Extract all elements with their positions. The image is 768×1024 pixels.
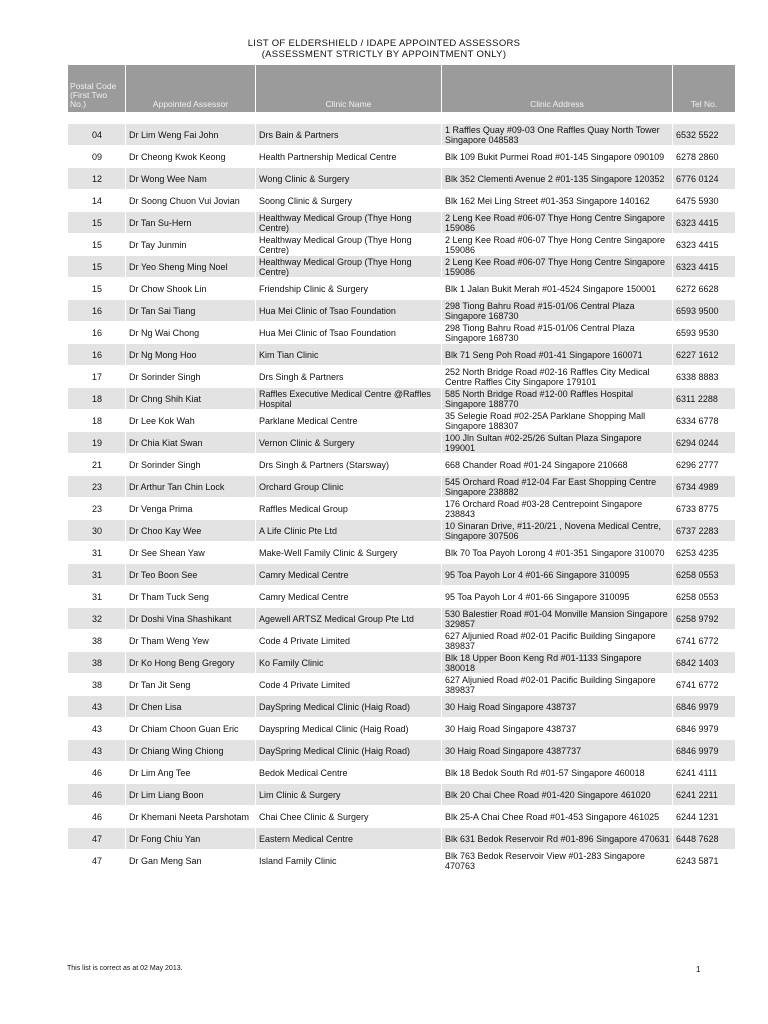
clinic-address-cell: Blk 70 Toa Payoh Lorong 4 #01-351 Singapore 310070 xyxy=(442,542,673,564)
assessor-cell: Dr Wong Wee Nam xyxy=(126,168,256,190)
clinic-address-cell: Blk 20 Chai Chee Road #01-420 Singapore 461020 xyxy=(442,784,673,806)
tel-no-cell: 6253 4235 xyxy=(673,542,736,564)
assessor-cell: Dr Sorinder Singh xyxy=(126,366,256,388)
assessor-cell: Dr Ng Wai Chong xyxy=(126,322,256,344)
table-row xyxy=(68,388,736,410)
tel-no-cell: 6244 1231 xyxy=(673,806,736,828)
clinic-address-cell: Blk 1 Jalan Bukit Merah #01-4524 Singapore 150001 xyxy=(442,278,673,300)
assessor-cell: Dr Tham Tuck Seng xyxy=(126,586,256,608)
clinic-name-cell: Make-Well Family Clinic & Surgery xyxy=(256,542,442,564)
table-row xyxy=(68,256,736,278)
tel-no-cell: 6323 4415 xyxy=(673,234,736,256)
table-row xyxy=(68,498,736,520)
clinic-name-cell: Drs Bain & Partners xyxy=(256,124,442,146)
postal-code-cell: 46 xyxy=(68,784,126,806)
clinic-address-cell: 30 Haig Road Singapore 438737 xyxy=(442,696,673,718)
assessor-cell: Dr Khemani Neeta Parshotam xyxy=(126,806,256,828)
assessor-cell: Dr Teo Boon See xyxy=(126,564,256,586)
tel-no-cell: 6448 7628 xyxy=(673,828,736,850)
assessor-cell: Dr Yeo Sheng Ming Noel xyxy=(126,256,256,278)
tel-no-cell: 6338 8883 xyxy=(673,366,736,388)
column-header-postal-code: Postal Code (First Two No.) xyxy=(68,65,126,113)
table-row xyxy=(68,740,736,762)
tel-no-cell: 6593 9530 xyxy=(673,322,736,344)
table-row xyxy=(68,586,736,608)
clinic-name-cell: DaySpring Medical Clinic (Haig Road) xyxy=(256,740,442,762)
table-row xyxy=(68,454,736,476)
postal-code-cell: 14 xyxy=(68,190,126,212)
clinic-name-cell: DaySpring Medical Clinic (Haig Road) xyxy=(256,696,442,718)
table-row xyxy=(68,278,736,300)
postal-code-cell: 43 xyxy=(68,740,126,762)
clinic-name-cell: Dayspring Medical Clinic (Haig Road) xyxy=(256,718,442,740)
clinic-address-cell: 2 Leng Kee Road #06-07 Thye Hong Centre Singapore 159086 xyxy=(442,256,673,278)
assessor-cell: Dr Sorinder Singh xyxy=(126,454,256,476)
tel-no-cell: 6846 9979 xyxy=(673,696,736,718)
header-spacer xyxy=(68,113,736,124)
table-row xyxy=(68,828,736,850)
tel-no-cell: 6733 8775 xyxy=(673,498,736,520)
tel-no-cell: 6243 5871 xyxy=(673,850,736,872)
table-row xyxy=(68,652,736,674)
clinic-address-cell: 100 Jln Sultan #02-25/26 Sultan Plaza Singapore 199001 xyxy=(442,432,673,454)
postal-code-cell: 09 xyxy=(68,146,126,168)
table-row xyxy=(68,542,736,564)
clinic-address-cell: Blk 25-A Chai Chee Road #01-453 Singapore 461025 xyxy=(442,806,673,828)
table-row xyxy=(68,476,736,498)
postal-code-cell: 15 xyxy=(68,256,126,278)
clinic-name-cell: Parklane Medical Centre xyxy=(256,410,442,432)
tel-no-cell: 6334 6778 xyxy=(673,410,736,432)
table-row xyxy=(68,696,736,718)
clinic-name-cell: Raffles Executive Medical Centre @Raffles Hospital xyxy=(256,388,442,410)
clinic-address-cell: Blk 71 Seng Poh Road #01-41 Singapore 160071 xyxy=(442,344,673,366)
tel-no-cell: 6278 2860 xyxy=(673,146,736,168)
clinic-address-cell: 95 Toa Payoh Lor 4 #01-66 Singapore 310095 xyxy=(442,564,673,586)
clinic-name-cell: Camry Medical Centre xyxy=(256,564,442,586)
table-row xyxy=(68,630,736,652)
column-header-appointed-assessor: Appointed Assessor xyxy=(126,65,256,113)
assessor-cell: Dr Arthur Tan Chin Lock xyxy=(126,476,256,498)
clinic-address-cell: 530 Balestier Road #01-04 Monville Mansion Singapore 329857 xyxy=(442,608,673,630)
assessor-cell: Dr Choo Kay Wee xyxy=(126,520,256,542)
clinic-name-cell: Vernon Clinic & Surgery xyxy=(256,432,442,454)
postal-code-cell: 31 xyxy=(68,564,126,586)
clinic-name-cell: Code 4 Private Limited xyxy=(256,630,442,652)
postal-code-cell: 16 xyxy=(68,344,126,366)
tel-no-cell: 6532 5522 xyxy=(673,124,736,146)
column-header-clinic-name: Clinic Name xyxy=(256,65,442,113)
table-row xyxy=(68,212,736,234)
tel-no-cell: 6846 9979 xyxy=(673,740,736,762)
table-row xyxy=(68,366,736,388)
clinic-name-cell: Lim Clinic & Surgery xyxy=(256,784,442,806)
table-row xyxy=(68,322,736,344)
clinic-address-cell: 252 North Bridge Road #02-16 Raffles City Medical Centre Raffles City Singapore 179101 xyxy=(442,366,673,388)
tel-no-cell: 6741 6772 xyxy=(673,674,736,696)
table-row xyxy=(68,718,736,740)
clinic-name-cell: Hua Mei Clinic of Tsao Foundation xyxy=(256,322,442,344)
clinic-address-cell: Blk 109 Bukit Purmei Road #01-145 Singapore 090109 xyxy=(442,146,673,168)
table-row xyxy=(68,674,736,696)
clinic-name-cell: Raffles Medical Group xyxy=(256,498,442,520)
assessor-cell: Dr Chen Lisa xyxy=(126,696,256,718)
postal-code-cell: 47 xyxy=(68,850,126,872)
clinic-name-cell: Code 4 Private Limited xyxy=(256,674,442,696)
assessor-cell: Dr Lim Liang Boon xyxy=(126,784,256,806)
tel-no-cell: 6593 9500 xyxy=(673,300,736,322)
postal-code-cell: 15 xyxy=(68,278,126,300)
clinic-address-cell: Blk 763 Bedok Reservoir View #01-283 Singapore 470763 xyxy=(442,850,673,872)
clinic-address-cell: 30 Haig Road Singapore 438737 xyxy=(442,718,673,740)
clinic-address-cell: 1 Raffles Quay #09-03 One Raffles Quay North Tower Singapore 048583 xyxy=(442,124,673,146)
assessor-cell: Dr Tan Su-Hern xyxy=(126,212,256,234)
clinic-name-cell: Agewell ARTSZ Medical Group Pte Ltd xyxy=(256,608,442,630)
postal-code-cell: 23 xyxy=(68,476,126,498)
clinic-address-cell: 35 Selegie Road #02-25A Parklane Shopping Mall Singapore 188307 xyxy=(442,410,673,432)
clinic-name-cell: Soong Clinic & Surgery xyxy=(256,190,442,212)
tel-no-cell: 6842 1403 xyxy=(673,652,736,674)
table-row xyxy=(68,520,736,542)
postal-code-cell: 43 xyxy=(68,696,126,718)
clinic-address-cell: 2 Leng Kee Road #06-07 Thye Hong Centre Singapore 159086 xyxy=(442,212,673,234)
clinic-address-cell: 627 Aljunied Road #02-01 Pacific Building Singapore 389837 xyxy=(442,674,673,696)
clinic-name-cell: Chai Chee Clinic & Surgery xyxy=(256,806,442,828)
clinic-address-cell: 2 Leng Kee Road #06-07 Thye Hong Centre Singapore 159086 xyxy=(442,234,673,256)
tel-no-cell: 6227 1612 xyxy=(673,344,736,366)
assessor-cell: Dr Fong Chiu Yan xyxy=(126,828,256,850)
postal-code-cell: 47 xyxy=(68,828,126,850)
table-row xyxy=(68,784,736,806)
clinic-name-cell: Healthway Medical Group (Thye Hong Centre) xyxy=(256,212,442,234)
table-row xyxy=(68,234,736,256)
clinic-address-cell: 30 Haig Road Singapore 4387737 xyxy=(442,740,673,762)
clinic-name-cell: Drs Singh & Partners (Starsway) xyxy=(256,454,442,476)
document-title: LIST OF ELDERSHIELD / IDAPE APPOINTED ASSESSORS xyxy=(247,38,521,49)
table-body xyxy=(68,124,736,872)
table-row xyxy=(68,564,736,586)
assessor-cell: Dr Venga Prima xyxy=(126,498,256,520)
tel-no-cell: 6258 0553 xyxy=(673,564,736,586)
clinic-name-cell: Kim Tian Clinic xyxy=(256,344,442,366)
postal-code-cell: 16 xyxy=(68,300,126,322)
tel-no-cell: 6272 6628 xyxy=(673,278,736,300)
table-row xyxy=(68,762,736,784)
clinic-name-cell: A Life Clinic Pte Ltd xyxy=(256,520,442,542)
postal-code-cell: 46 xyxy=(68,762,126,784)
assessor-cell: Dr Gan Meng San xyxy=(126,850,256,872)
postal-code-cell: 18 xyxy=(68,388,126,410)
postal-code-cell: 04 xyxy=(68,124,126,146)
clinic-address-cell: 627 Aljunied Road #02-01 Pacific Building Singapore 389837 xyxy=(442,630,673,652)
column-header-tel-no: Tel No. xyxy=(673,65,736,113)
tel-no-cell: 6311 2288 xyxy=(673,388,736,410)
clinic-address-cell: 10 Sinaran Drive, #11-20/21 , Novena Medical Centre, Singapore 307506 xyxy=(442,520,673,542)
assessor-cell: Dr Cheong Kwok Keong xyxy=(126,146,256,168)
table-row xyxy=(68,124,736,146)
document-subtitle: (ASSESSMENT STRICTLY BY APPOINTMENT ONLY) xyxy=(261,49,507,60)
postal-code-cell: 21 xyxy=(68,454,126,476)
clinic-address-cell: 585 North Bridge Road #12-00 Raffles Hospital Singapore 188770 xyxy=(442,388,673,410)
assessor-cell: Dr Tan Jit Seng xyxy=(126,674,256,696)
tel-no-cell: 6776 0124 xyxy=(673,168,736,190)
postal-code-cell: 31 xyxy=(68,586,126,608)
postal-code-cell: 38 xyxy=(68,652,126,674)
assessor-cell: Dr Ko Hong Beng Gregory xyxy=(126,652,256,674)
clinic-address-cell: 668 Chander Road #01-24 Singapore 210668 xyxy=(442,454,673,476)
clinic-name-cell: Bedok Medical Centre xyxy=(256,762,442,784)
assessor-cell: Dr Chia Kiat Swan xyxy=(126,432,256,454)
tel-no-cell: 6737 2283 xyxy=(673,520,736,542)
tel-no-cell: 6241 2211 xyxy=(673,784,736,806)
tel-no-cell: 6475 5930 xyxy=(673,190,736,212)
clinic-address-cell: Blk 631 Bedok Reservoir Rd #01-896 Singapore 470631 xyxy=(442,828,673,850)
postal-code-cell: 32 xyxy=(68,608,126,630)
postal-code-cell: 16 xyxy=(68,322,126,344)
postal-code-cell: 46 xyxy=(68,806,126,828)
postal-code-cell: 38 xyxy=(68,630,126,652)
postal-code-cell: 12 xyxy=(68,168,126,190)
table-row xyxy=(68,432,736,454)
tel-no-cell: 6741 6772 xyxy=(673,630,736,652)
table-row xyxy=(68,410,736,432)
clinic-name-cell: Healthway Medical Group (Thye Hong Centre) xyxy=(256,234,442,256)
assessor-cell: Dr See Shean Yaw xyxy=(126,542,256,564)
assessor-cell: Dr Ng Mong Hoo xyxy=(126,344,256,366)
clinic-name-cell: Drs Singh & Partners xyxy=(256,366,442,388)
postal-code-cell: 17 xyxy=(68,366,126,388)
assessors-table xyxy=(67,64,736,872)
table-row xyxy=(68,146,736,168)
table-row xyxy=(68,850,736,872)
clinic-address-cell: Blk 162 Mei Ling Street #01-353 Singapore 140162 xyxy=(442,190,673,212)
page-number: 1 xyxy=(696,965,701,974)
clinic-address-cell: 176 Orchard Road #03-28 Centrepoint Singapore 238843 xyxy=(442,498,673,520)
table-row xyxy=(68,168,736,190)
postal-code-cell: 19 xyxy=(68,432,126,454)
clinic-name-cell: Eastern Medical Centre xyxy=(256,828,442,850)
table-row xyxy=(68,806,736,828)
postal-code-cell: 30 xyxy=(68,520,126,542)
footer-note: This list is correct as at 02 May 2013. xyxy=(67,965,183,972)
clinic-name-cell: Orchard Group Clinic xyxy=(256,476,442,498)
postal-code-cell: 18 xyxy=(68,410,126,432)
clinic-name-cell: Island Family Clinic xyxy=(256,850,442,872)
assessor-cell: Dr Tay Junmin xyxy=(126,234,256,256)
tel-no-cell: 6296 2777 xyxy=(673,454,736,476)
column-header-clinic-address: Clinic Address xyxy=(442,65,673,113)
tel-no-cell: 6734 4989 xyxy=(673,476,736,498)
assessor-cell: Dr Lee Kok Wah xyxy=(126,410,256,432)
clinic-address-cell: 545 Orchard Road #12-04 Far East Shopping Centre Singapore 238882 xyxy=(442,476,673,498)
clinic-name-cell: Health Partnership Medical Centre xyxy=(256,146,442,168)
table-row xyxy=(68,608,736,630)
clinic-name-cell: Ko Family Clinic xyxy=(256,652,442,674)
clinic-name-cell: Healthway Medical Group (Thye Hong Centre) xyxy=(256,256,442,278)
tel-no-cell: 6323 4415 xyxy=(673,256,736,278)
assessor-cell: Dr Tham Weng Yew xyxy=(126,630,256,652)
assessor-cell: Dr Chiam Choon Guan Eric xyxy=(126,718,256,740)
tel-no-cell: 6323 4415 xyxy=(673,212,736,234)
tel-no-cell: 6258 0553 xyxy=(673,586,736,608)
assessor-cell: Dr Tan Sai Tiang xyxy=(126,300,256,322)
clinic-name-cell: Wong Clinic & Surgery xyxy=(256,168,442,190)
clinic-address-cell: Blk 352 Clementi Avenue 2 #01-135 Singapore 120352 xyxy=(442,168,673,190)
clinic-address-cell: 298 Tiong Bahru Road #15-01/06 Central Plaza Singapore 168730 xyxy=(442,300,673,322)
assessor-cell: Dr Lim Weng Fai John xyxy=(126,124,256,146)
table-row xyxy=(68,344,736,366)
postal-code-cell: 15 xyxy=(68,212,126,234)
clinic-name-cell: Camry Medical Centre xyxy=(256,586,442,608)
clinic-name-cell: Friendship Clinic & Surgery xyxy=(256,278,442,300)
tel-no-cell: 6846 9979 xyxy=(673,718,736,740)
clinic-address-cell: 95 Toa Payoh Lor 4 #01-66 Singapore 310095 xyxy=(442,586,673,608)
table-row xyxy=(68,300,736,322)
assessor-cell: Dr Chow Shook Lin xyxy=(126,278,256,300)
postal-code-cell: 31 xyxy=(68,542,126,564)
tel-no-cell: 6294 0244 xyxy=(673,432,736,454)
postal-code-cell: 38 xyxy=(68,674,126,696)
clinic-address-cell: 298 Tiong Bahru Road #15-01/06 Central Plaza Singapore 168730 xyxy=(442,322,673,344)
clinic-address-cell: Blk 18 Upper Boon Keng Rd #01-1133 Singapore 380018 xyxy=(442,652,673,674)
postal-code-cell: 23 xyxy=(68,498,126,520)
postal-code-cell: 15 xyxy=(68,234,126,256)
assessor-cell: Dr Chng Shih Kiat xyxy=(126,388,256,410)
clinic-name-cell: Hua Mei Clinic of Tsao Foundation xyxy=(256,300,442,322)
assessor-cell: Dr Doshi Vina Shashikant xyxy=(126,608,256,630)
tel-no-cell: 6258 9792 xyxy=(673,608,736,630)
assessor-cell: Dr Soong Chuon Vui Jovian xyxy=(126,190,256,212)
assessor-cell: Dr Chiang Wing Chiong xyxy=(126,740,256,762)
tel-no-cell: 6241 4111 xyxy=(673,762,736,784)
postal-code-cell: 43 xyxy=(68,718,126,740)
table-row xyxy=(68,190,736,212)
assessor-cell: Dr Lim Ang Tee xyxy=(126,762,256,784)
clinic-address-cell: Blk 18 Bedok South Rd #01-57 Singapore 460018 xyxy=(442,762,673,784)
